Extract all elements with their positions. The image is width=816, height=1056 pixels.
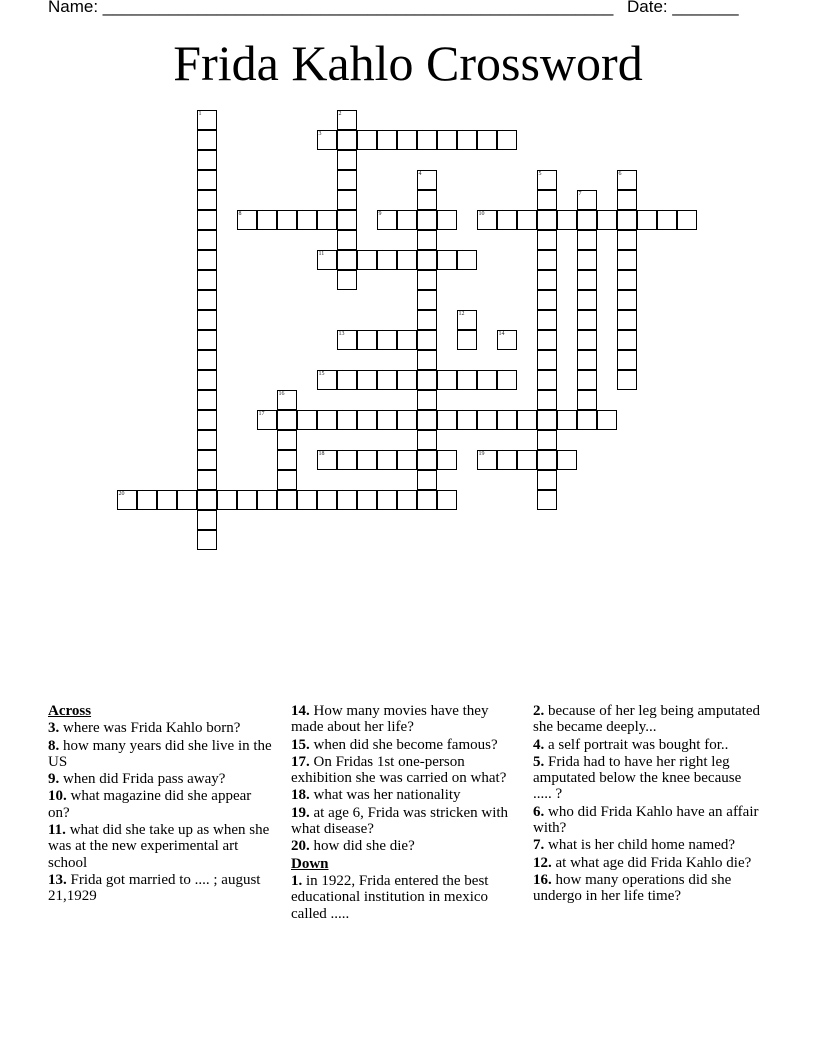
grid-cell[interactable] [537,410,557,430]
grid-cell[interactable] [297,210,317,230]
grid-cell[interactable] [537,310,557,330]
grid-cell[interactable] [197,390,217,410]
grid-cell[interactable] [297,490,317,510]
grid-cell[interactable] [417,310,437,330]
grid-cell[interactable] [377,450,397,470]
grid-cell[interactable] [417,250,437,270]
grid-cell[interactable] [317,130,337,150]
grid-cell[interactable] [617,310,637,330]
grid-cell[interactable] [317,490,337,510]
cell-number: 6 [618,170,622,177]
grid-cell[interactable] [557,210,577,230]
date-field-label: Date: _______ [627,0,739,16]
clue-text: when did Frida pass away? [63,771,226,788]
grid-cell[interactable] [197,410,217,430]
clue-text: how many operations did she undergo in her life time? [533,871,732,905]
clue-text: at what age did Frida Kahlo die? [555,854,752,871]
cell-number: 10 [478,210,485,217]
grid-cell[interactable] [337,210,357,230]
grid-cell[interactable] [337,250,357,270]
clue-down-5 [533,754,761,803]
grid-cell[interactable] [377,130,397,150]
grid-cell[interactable] [677,210,697,230]
clue-number: 1. [291,872,303,889]
grid-cell[interactable] [597,210,617,230]
grid-cell[interactable] [577,310,597,330]
clue-across-15 [291,737,519,753]
clue-across-10 [48,788,276,821]
grid-cell[interactable] [537,170,557,190]
grid-cell[interactable] [537,270,557,290]
cell-number: 13 [338,330,345,337]
grid-cell[interactable] [417,450,437,470]
grid-cell[interactable] [577,270,597,290]
grid-cell[interactable] [197,110,217,130]
grid-cell[interactable] [497,210,517,230]
cell-number: 9 [378,210,382,217]
grid-cell[interactable] [357,410,377,430]
grid-cell[interactable] [317,210,337,230]
clues-column-1 [48,703,276,906]
grid-cell[interactable] [557,450,577,470]
clue-down-1 [291,873,519,922]
grid-cell[interactable] [197,450,217,470]
clue-across-8 [48,738,276,771]
grid-cell[interactable] [277,470,297,490]
grid-cell[interactable] [277,410,297,430]
grid-cell[interactable] [537,370,557,390]
grid-cell[interactable] [417,190,437,210]
down-heading: Down [291,855,329,872]
clue-number: 18. [291,787,310,804]
cell-number: 18 [318,450,325,457]
grid-cell[interactable] [437,250,457,270]
grid-cell[interactable] [197,150,217,170]
grid-cell[interactable] [317,410,337,430]
grid-cell[interactable] [337,490,357,510]
grid-cell[interactable] [417,350,437,370]
grid-cell[interactable] [397,330,417,350]
grid-cell[interactable] [397,250,417,270]
clue-number: 8. [48,737,60,754]
grid-cell[interactable] [477,370,497,390]
grid-cell[interactable] [337,450,357,470]
grid-cell[interactable] [457,130,477,150]
grid-cell[interactable] [197,470,217,490]
grid-cell[interactable] [417,490,437,510]
grid-cell[interactable] [497,130,517,150]
grid-cell[interactable] [197,490,217,510]
grid-cell[interactable] [197,510,217,530]
grid-cell[interactable] [337,190,357,210]
grid-cell[interactable] [337,410,357,430]
grid-cell[interactable] [257,210,277,230]
clue-across-3 [48,720,276,736]
grid-cell[interactable] [577,410,597,430]
cell-number: 5 [538,170,542,177]
grid-cell[interactable] [437,490,457,510]
grid-cell[interactable] [417,230,437,250]
clue-number: 5. [533,753,545,770]
grid-cell[interactable] [477,210,497,230]
grid-cell[interactable] [357,370,377,390]
clue-text: what did she take up as when she was at the new experimental art school [48,822,270,871]
grid-cell[interactable] [537,290,557,310]
grid-cell[interactable] [437,210,457,230]
clue-number: 16. [533,871,552,888]
grid-cell[interactable] [437,370,457,390]
grid-cell[interactable] [597,410,617,430]
clue-text: who did Frida Kahlo have an affair with? [533,803,759,837]
grid-cell[interactable] [457,370,477,390]
grid-cell[interactable] [617,170,637,190]
grid-cell[interactable] [197,310,217,330]
grid-cell[interactable] [497,330,517,350]
clue-across-9 [48,771,276,787]
clue-number: 9. [48,771,60,788]
grid-cell[interactable] [277,210,297,230]
grid-cell[interactable] [357,130,377,150]
grid-cell[interactable] [237,210,257,230]
grid-cell[interactable] [417,390,437,410]
grid-cell[interactable] [277,390,297,410]
grid-cell[interactable] [537,250,557,270]
grid-cell[interactable] [477,450,497,470]
cell-number: 1 [198,110,202,117]
grid-cell[interactable] [157,490,177,510]
grid-cell[interactable] [537,190,557,210]
grid-cell[interactable] [557,410,577,430]
clue-number: 6. [533,803,545,820]
grid-cell[interactable] [197,350,217,370]
clue-number: 12. [533,854,552,871]
grid-cell[interactable] [337,370,357,390]
grid-cell[interactable] [197,130,217,150]
clue-text: what is her child home named? [548,837,736,854]
grid-cell[interactable] [317,450,337,470]
grid-cell[interactable] [317,250,337,270]
cell-number: 16 [278,390,285,397]
clues-column-3 [533,703,761,906]
grid-cell[interactable] [377,370,397,390]
grid-cell[interactable] [197,430,217,450]
grid-cell[interactable] [197,230,217,250]
grid-cell[interactable] [457,410,477,430]
grid-cell[interactable] [397,370,417,390]
clue-down-16 [533,872,761,905]
grid-cell[interactable] [197,290,217,310]
grid-cell[interactable] [577,250,597,270]
clue-number: 4. [533,736,545,753]
clue-text: at age 6, Frida was stricken with what disease? [291,804,509,838]
grid-cell[interactable] [577,290,597,310]
grid-cell[interactable] [417,290,437,310]
grid-cell[interactable] [617,370,637,390]
grid-cell[interactable] [617,210,637,230]
clue-down-12 [533,855,761,871]
grid-cell[interactable] [217,490,237,510]
clue-text: in 1922, Frida entered the best educational institution in mexico called ..... [291,872,489,922]
grid-cell[interactable] [197,270,217,290]
cell-number: 12 [458,310,465,317]
clue-text: Frida got married to .... ; august 21,1929 [48,871,261,905]
clue-across-11 [48,822,276,871]
grid-cell[interactable] [517,410,537,430]
grid-cell[interactable] [477,410,497,430]
grid-cell[interactable] [417,130,437,150]
grid-cell[interactable] [537,230,557,250]
grid-cell[interactable] [197,190,217,210]
grid-cell[interactable] [397,130,417,150]
name-field-label: Name: ______________________________________________________ [48,0,614,16]
grid-cell[interactable] [517,450,537,470]
clue-across-14 [291,703,519,736]
clue-text: a self portrait was bought for.. [548,736,729,753]
clue-down-7 [533,837,761,853]
grid-cell[interactable] [377,250,397,270]
grid-cell[interactable] [277,430,297,450]
grid-cell[interactable] [177,490,197,510]
grid-cell[interactable] [357,490,377,510]
across-heading: Across [48,703,92,719]
grid-cell[interactable] [277,490,297,510]
grid-cell[interactable] [537,450,557,470]
grid-cell[interactable] [617,290,637,310]
grid-cell[interactable] [197,370,217,390]
grid-cell[interactable] [577,330,597,350]
clue-number: 7. [533,837,545,854]
grid-cell[interactable] [417,270,437,290]
grid-cell[interactable] [197,250,217,270]
grid-cell[interactable] [377,330,397,350]
grid-cell[interactable] [357,450,377,470]
grid-cell[interactable] [357,330,377,350]
clue-number: 3. [48,720,60,737]
cell-number: 20 [118,490,125,497]
grid-cell[interactable] [317,370,337,390]
grid-cell[interactable] [297,410,317,430]
grid-cell[interactable] [417,470,437,490]
grid-cell[interactable] [417,170,437,190]
clue-down-4 [533,737,761,753]
grid-cell[interactable] [577,390,597,410]
clue-text: On Fridas 1st one-person exhibition she was carried on what? [291,753,507,787]
grid-cell[interactable] [197,530,217,550]
grid-cell[interactable] [397,490,417,510]
grid-cell[interactable] [537,210,557,230]
grid-cell[interactable] [397,210,417,230]
grid-cell[interactable] [577,350,597,370]
grid-cell[interactable] [337,330,357,350]
cell-number: 11 [318,250,325,257]
grid-cell[interactable] [357,250,377,270]
grid-cell[interactable] [337,230,357,250]
cell-number: 15 [318,370,325,377]
grid-cell[interactable] [337,170,357,190]
grid-cell[interactable] [517,210,537,230]
grid-cell[interactable] [477,130,497,150]
grid-cell[interactable] [537,390,557,410]
grid-cell[interactable] [637,210,657,230]
grid-cell[interactable] [497,410,517,430]
clue-across-20 [291,838,519,854]
grid-cell[interactable] [617,350,637,370]
clue-text: when did she become famous? [313,736,498,753]
grid-cell[interactable] [337,150,357,170]
clue-text: what was her nationality [313,787,461,804]
cell-number: 4 [418,170,422,177]
grid-cell[interactable] [617,330,637,350]
clue-number: 2. [533,703,545,719]
clue-number: 19. [291,804,310,821]
grid-cell[interactable] [337,270,357,290]
grid-cell[interactable] [377,410,397,430]
grid-cell[interactable] [617,190,637,210]
clue-text: How many movies have they made about her life? [291,703,489,736]
clue-across-13 [48,872,276,905]
clue-text: because of her leg being amputated she became deeply... [533,703,760,736]
grid-cell[interactable] [617,230,637,250]
grid-cell[interactable] [117,490,137,510]
grid-cell[interactable] [457,310,477,330]
clue-across-17 [291,754,519,787]
grid-cell[interactable] [197,330,217,350]
grid-cell[interactable] [397,450,417,470]
grid-cell[interactable] [377,490,397,510]
grid-cell[interactable] [397,410,417,430]
cell-number: 2 [338,110,342,117]
grid-cell[interactable] [417,410,437,430]
grid-cell[interactable] [337,130,357,150]
clue-number: 20. [291,838,310,855]
cell-number: 19 [478,450,485,457]
grid-cell[interactable] [197,210,217,230]
clue-number: 11. [48,822,66,839]
clue-text: Frida had to have her right leg amputated below the knee because ..... ? [533,753,742,803]
clue-number: 15. [291,736,310,753]
grid-cell[interactable] [417,430,437,450]
clue-number: 13. [48,871,67,888]
grid-cell[interactable] [257,410,277,430]
clue-text: where was Frida Kahlo born? [63,720,241,737]
grid-cell[interactable] [457,330,477,350]
clue-across-19 [291,805,519,838]
grid-cell[interactable] [617,250,637,270]
grid-cell[interactable] [537,490,557,510]
grid-cell[interactable] [337,110,357,130]
clue-down-2 [533,703,761,736]
grid-cell[interactable] [537,470,557,490]
cell-number: 3 [318,130,322,137]
clue-number: 10. [48,788,67,805]
grid-cell[interactable] [497,370,517,390]
grid-cell[interactable] [237,490,257,510]
grid-cell[interactable] [417,330,437,350]
grid-cell[interactable] [537,430,557,450]
clue-text: how many years did she live in the US [48,737,272,770]
grid-cell[interactable] [617,270,637,290]
grid-cell[interactable] [197,170,217,190]
grid-cell[interactable] [437,410,457,430]
cell-number: 7 [578,190,582,197]
grid-cell[interactable] [257,490,277,510]
grid-cell[interactable] [657,210,677,230]
cell-number: 8 [238,210,242,217]
clue-number: 14. [291,703,310,719]
cell-number: 14 [498,330,505,337]
clue-across-18 [291,787,519,803]
grid-cell[interactable] [417,210,437,230]
grid-cell[interactable] [437,450,457,470]
grid-cell[interactable] [137,490,157,510]
grid-cell[interactable] [457,250,477,270]
page-title: Frida Kahlo Crossword [173,35,643,91]
grid-cell[interactable] [437,130,457,150]
grid-cell[interactable] [577,370,597,390]
grid-cell[interactable] [577,230,597,250]
grid-cell[interactable] [377,210,397,230]
grid-cell[interactable] [577,190,597,210]
cell-number: 17 [258,410,265,417]
grid-cell[interactable] [537,350,557,370]
clue-text: what magazine did she appear on? [48,788,252,821]
clues-column-2 [291,703,519,923]
grid-cell[interactable] [277,450,297,470]
grid-cell[interactable] [497,450,517,470]
grid-cell[interactable] [577,210,597,230]
clue-down-6 [533,804,761,837]
grid-cell[interactable] [417,370,437,390]
grid-cell[interactable] [537,330,557,350]
clue-number: 17. [291,753,310,770]
clue-text: how did she die? [313,838,415,855]
